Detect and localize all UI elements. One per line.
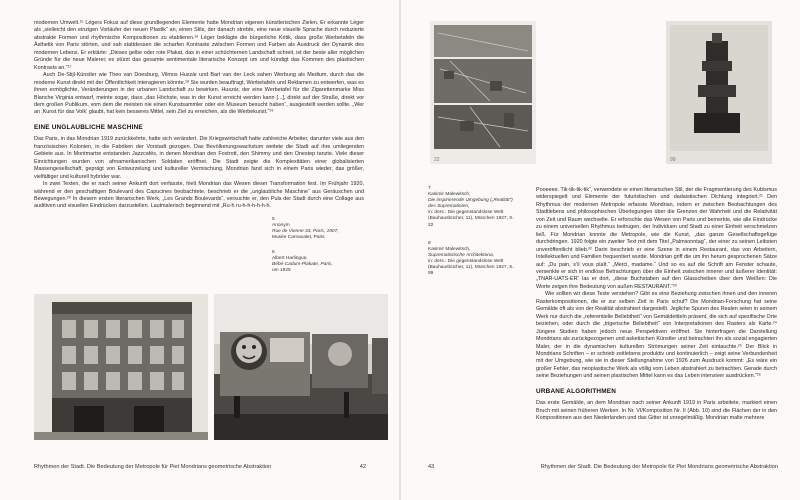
svg-text:22: 22 bbox=[434, 157, 440, 163]
caption-title: Suprematistische Architektona, bbox=[428, 253, 494, 259]
paragraph: Auch De-Stijl-Künstler wie Theo van Doesburg, Vilmos Huszár und Bart van der Leck sahen Werbung als Medium, durch das die moderne Kunst direkt mit der Öffentlichkeit interagieren könnte.¹⁸ Sie wurden beauftragt, Werbetafeln und Reklamen zu entwerfen, was es ihnen ermöglichte, Veränderungen in der urbanen Landschaft zu bewirken. Huszár, der eine Werbetafel für die Zigarettenmarke Miss Blanche Virginia entwarf, meinte sogar, dass „das Höchste, was in der Kunst erreicht werden kann [...], direkt auf der Straße, direkt vor dem großen Publikum, vom dem die meisten nie einen Kunstsammler oder ein Museum besucht haben“, ausgestellt werden sollte. „Wer an ‚Kunst für das Volk‘ glaubt, hat kein besseres Mittel, sein Ziel zu erreichen, als die Werbekunst.“¹⁹ bbox=[34, 72, 364, 116]
book-gutter bbox=[399, 0, 401, 500]
paragraph: modernen Umwelt.¹⁵ Légers Fokus auf diese grundlegenden Elemente hatte Mondrian eigenen künstlerischen Zielen. Er erkannte Léger als „vielleicht den einzigen Vorläufer der neuen Plastik“ an, einen Stils, der danach strebte, eine neue visuelle Sprache durch reduzierte abstrakte Formen und rhythmische Kompositionen zu etablieren.¹⁶ Léger beklägte die bürgerliche Kritik, dass große Werbetafeln die Ästhetik von Paris störten, und sah stattdessen die scharfen Kontraste zwischen Formen und Farben als Ausdruck der Dynamik des modernen Lebens. Er erklärte: „Dieses gelbe oder rote Plakat, das in einer schüchternen Landschaft schreit, ist der beste aller möglichen Gründe für die neue Malerei; es stürzt das gesamte sentimentale literarische Konzept um und kündigt das Kommen des plastischen Kontrasts an.“¹⁷ bbox=[34, 20, 364, 71]
caption-title: Rue de Vienne 33, Paris, 1907, bbox=[272, 229, 339, 235]
paragraph: Pooeeee. Tik-tik-tik-tik“, verwendete er einen literarischen Stil, der die Fragmentierung des Kubismus widerspiegelt und Elemente der futuristischen und dadaistischen Dichtung integriert.²¹ Den Rhythmus der modernen Metropole erfasste Mondrian, indem er zwischen Beobachtungen des Stadtlebens und philosophischen Überlegungen über die Grenzen der Wahrheit und die Relativität von Zeit und Raum wechselte. Er erforschte das Wesen von Paris und bemerkte, wie alle Eindrücke zu einem universellen Rhythmus beitrugen, der Individuen und Stadt zu einer Einheit verschmelzen ließ. Für Mondrian konnte die Metropole, wie die Kunst, „das ganze Gesellschaftsgefüge durchdringen. 1920 folgte ein zweiter Text mit dem Titel „Palmsonntag“, der einer zu seinen Leibsten unveröffentlicht blieb.²² Darin beschrieb er eine Szene in einem Restaurant, das von Arbeitern, Intellektuellen und Familien frequentiert wurde. Mondrian griff die um ihn herum gesprochenen Sätze auf: „Du pain, s’il vous plaît.“ „Merci, madame.“ Und so es auf die Schrift am Fenster schaute, versenkte er sich in endlose Betrachtungen über die Einheit zwischen innerer und äußerer Identität: „TNAR-UATS-ER“ las er dort, „diese Buchstaben auf den Glasscheiben über dem Weißen: Die Worte zeigen ihre Bedeutung von außen RESTAURANT.“²³ bbox=[536, 187, 777, 290]
caption-author: Albert Harlingue, bbox=[272, 256, 308, 262]
page-number: 43 bbox=[428, 464, 435, 470]
caption-title: Die inspirierende Umgebung („Realität“) des Suprematisten, bbox=[428, 198, 513, 210]
figure-6-poster-photo bbox=[214, 294, 388, 440]
running-footer: Rhythmen der Stadt. Die Bedeutung der Metropole für Piet Mondrians geometrische Abstraktion bbox=[34, 464, 272, 470]
caption-number: 8 bbox=[428, 241, 431, 246]
caption-source: um 1925 bbox=[272, 268, 291, 274]
figure-5-building-photo bbox=[34, 294, 208, 440]
caption-source: in: ders.: Die gegenstandslose Welt (Bauhausbücher, 11), München 1927, S. 22 bbox=[428, 210, 514, 228]
caption-7 bbox=[428, 186, 516, 229]
paragraph: Das erste Gemälde, an dem Mondrian nach seiner Ankunft 1919 in Paris arbeitete, markiert einen Bruch mit seinen früheren Werken. In Nr. VI/Komposition Nr. II (Abb. 10) sind die Flächen der in den Kompositionen aus den Niederlanden und das Gitter ist unregelmäßig. Mondrian malte mehrere bbox=[536, 400, 777, 422]
paragraph: Das Paris, in das Mondrian 1919 zurückkehrte, hatte sich verändert. Die Kriegswirtschaft hatte zahlreiche Arbeiter, darunter viele aus den französischen Kolonien, in die Fabriken der Vorstadt gezogen. Das Bevölkerungswachstum weitete die Stadt auf ihre umliegenden Gebiete aus. In Montmartre entstanden Jazzcafés, in denen Mondrian den Foxtrott, den Shimmy und den Onestep tanzte. Viele dieser Einrichtungen wurden von afroamerikanischen Soldaten eröffnet. Die Stadt zeigte die Komplexitäten einer globalisierten Massengesellschaft, geprägt von Entwurzelung und kultureller Vermischung. Mondrian fand sich in einem Paris wieder, das größer, vielfältiger und kulturell hybrider war. bbox=[34, 136, 364, 180]
caption-title: Bébé-Cadum-Plakate, Paris, bbox=[272, 262, 333, 268]
svg-text:99: 99 bbox=[670, 157, 676, 163]
caption-source: Musée Carnavalet, Paris bbox=[272, 235, 325, 241]
caption-source: in: ders.: Die gegenstandslose Welt (Bauhausbücher, 11), München 1927, S. 99 bbox=[428, 259, 514, 277]
caption-6 bbox=[272, 250, 382, 274]
page-number: 42 bbox=[359, 464, 366, 470]
right-text-column bbox=[536, 187, 777, 423]
caption-8 bbox=[428, 241, 516, 278]
caption-author: Anonym bbox=[272, 223, 290, 229]
caption-number: 5 bbox=[272, 217, 275, 222]
caption-5 bbox=[272, 217, 382, 241]
caption-number: 7 bbox=[428, 186, 431, 191]
figure-7-aerial-collage bbox=[430, 21, 536, 164]
running-footer: Rhythmen der Stadt. Die Bedeutung der Metropole für Piet Mondrians geometrische Abstraktion bbox=[540, 464, 778, 470]
right-page bbox=[400, 0, 800, 500]
caption-author: Kasimir Malewitsch, bbox=[428, 192, 471, 198]
section-heading: EINE UNGLAUBLICHE MASCHINE bbox=[34, 123, 143, 131]
caption-author: Kasimir Malewitsch, bbox=[428, 247, 471, 253]
figure-8-architekton bbox=[666, 21, 772, 164]
section-heading: URBANE ALGORITHMEN bbox=[536, 387, 617, 395]
paragraph: Wie sollten wir diese Texte verstehen? Gibt es eine Beziehung zwischen ihnen und den inneren Rasterkompositionen, die er zur selben Zeit in Paris schuf? Die Mondrian-Forschung hat seine Gemälde oft als von der Realität abstrahiert dargestellt. Jegliche Spuren des Realen seien in seinem Werk nur durch die „referentielle Beliebtheit“ von Gemäldetiteln präsent, die sich auf spezifische Orte beziehen, oder durch die „trigerische Beliebtheit“ von Interpretationen des Rasters als Karte.²⁴ Jüngere Studien haben jedoch neue Perspektiven eröffnet. Sie hinterfragen die Darstellung Mondrians als zurückgezogenen und asketischen Künstler und betrachten ihn als sozial engagierten Maler, der in die dynamischen kulturellen Strömungen seiner Zeit eintauchte.²⁵ Der Blick in Mondrians Schriften – er schrieb zeitlebens produktiv und kontinuierlich – zeigt seine Verbundenheit mit der Umgebung, wie sie in dieser Stellungnahme von 1926 zum Ausdruck kommt: „Es wäre ein großer Fehler, das neoplastische Werk als völlig vom Leben abstrahiert zu betrachten. Gerade durch seine Beziehungen und seinen plastischen Mittel kann es das Leben intensiver ausdrücken.“²⁶ bbox=[536, 291, 777, 380]
left-text-column bbox=[34, 20, 364, 211]
paragraph: In zwei Texten, die er nach seiner Ankunft dort verfasste, hielt Mondrian das Wesen dieser Transformation fest. Im Frühjahr 1920, während er den geschaftigen Boulevard des Capucines beobachtete, beschrieb er die „unglaubliche Maschine“ aus Geräuschen und Bewegungen.²⁰ In diesem ersten literarischen Werk, „Les Grands Boulevards“, versuchte er, den Puls der Stadt durch eine Collage aus auditiven und visuellen Eindrücken darzustellen. Lautmalerisch beginnend mit „Ru-h ru-h-h-h-h-h-h. bbox=[34, 181, 364, 210]
caption-number: 6 bbox=[272, 250, 275, 255]
